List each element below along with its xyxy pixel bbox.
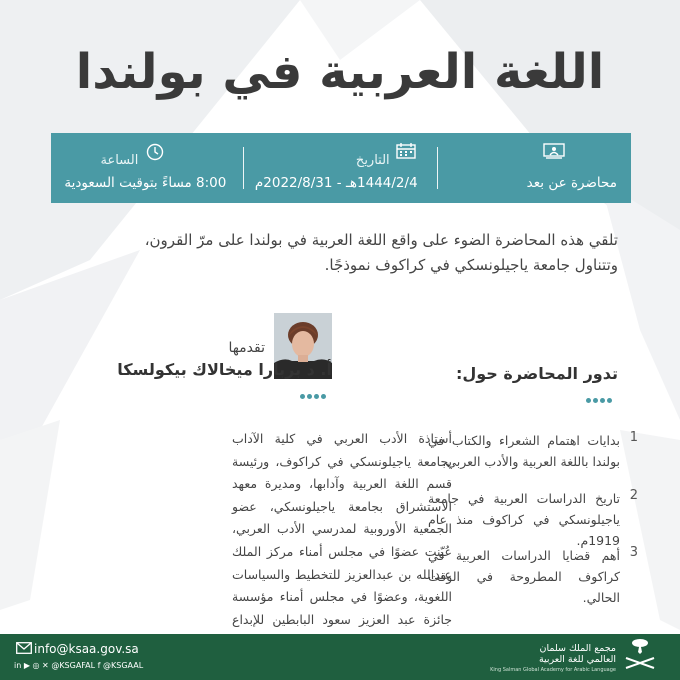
divider xyxy=(437,147,438,189)
calendar-icon xyxy=(396,143,416,159)
intro-text xyxy=(58,228,618,278)
social-handle-1[interactable]: @KSGAFAL xyxy=(51,661,96,670)
social-handle-2[interactable]: @KSGAAL xyxy=(103,661,144,670)
saudi-emblem-icon xyxy=(620,638,660,676)
date-label: التاريخ xyxy=(355,153,390,168)
decorative-dots xyxy=(300,394,330,400)
topic-text: تاريخ الدراسات العربية في جامعة ياجيلونسكي في كراكوف منذ عام 1919م. xyxy=(428,491,620,548)
academy-name-line-1: مجمع الملك سلمان xyxy=(539,643,616,654)
topic-number: 2 xyxy=(629,488,638,503)
topic-number: 1 xyxy=(629,430,638,445)
info-date xyxy=(244,133,437,203)
facebook-icon: f xyxy=(97,661,104,670)
info-bar xyxy=(51,133,631,203)
topic-number: 3 xyxy=(629,545,638,560)
intro-line-2: وتتناول جامعة ياجيلونسكي في كراكوف نموذجًا. xyxy=(324,256,618,274)
academy-name-english: King Salman Global Academy for Arabic Language xyxy=(490,667,616,673)
intro-line-1: تلقي هذه المحاضرة الضوء على واقع اللغة العربية في بولندا على مرّ القرون، xyxy=(144,231,618,249)
info-lecture xyxy=(438,133,631,203)
time-value: 8:00 مساءً بتوقيت السعودية xyxy=(64,175,227,191)
lecture-screen-icon xyxy=(543,143,565,159)
footer-email-link[interactable]: info@ksaa.gov.sa xyxy=(34,642,139,656)
mail-icon xyxy=(16,642,32,654)
academy-name-line-2: العالمي للغة العربية xyxy=(538,654,616,665)
speaker-bio: أستاذة الأدب العربي في كلية الآداب بجامعة ياجيلونسكي في كراكوف، ورئيسة قسم اللغة العربية وآدابها، ومديرة معهد الاستشراق بجامعة ياجيلونسكي، عضو الجمعية الأوروبية لمدرسي الأدب العربي، عُيّنت عضوًا في مجلس أمناء مركز الملك عبدالله بن عبدالعزيز للتخطيط والسياسات اللغوية، وعضوًا في مجلس أمناء مؤسسة جائزة عبد العزيز سعود البابطين للإبداع xyxy=(232,431,452,627)
page-title: اللغة العربية في بولندا xyxy=(75,44,605,100)
footer-social-handles xyxy=(14,661,143,670)
speaker-kicker: تقدمها xyxy=(228,340,265,356)
speaker-name: أ. د بربارا ميخالاك بيكولسكا xyxy=(117,360,332,379)
info-time xyxy=(51,133,244,203)
time-label: الساعة xyxy=(100,153,139,168)
lecture-type: محاضرة عن بعد xyxy=(526,175,617,191)
divider xyxy=(243,147,244,189)
date-value: 1444/2/4هـ - 2022/8/31م xyxy=(254,175,418,191)
topics-title: تدور المحاضرة حول: xyxy=(455,364,618,383)
academy-name xyxy=(539,643,616,665)
clock-icon xyxy=(146,143,164,161)
decorative-dots xyxy=(586,398,616,404)
topic-text: أهم قضايا الدراسات العربية في كراكوف المطروحة في الوقت الحالي. xyxy=(428,548,620,605)
social-icons: in ▶ ◎ ✕ xyxy=(14,661,52,670)
footer xyxy=(0,634,680,680)
topic-text: بدايات اهتمام الشعراء والكتاب في بولندا باللغة العربية والأدب العربي. xyxy=(428,433,620,469)
